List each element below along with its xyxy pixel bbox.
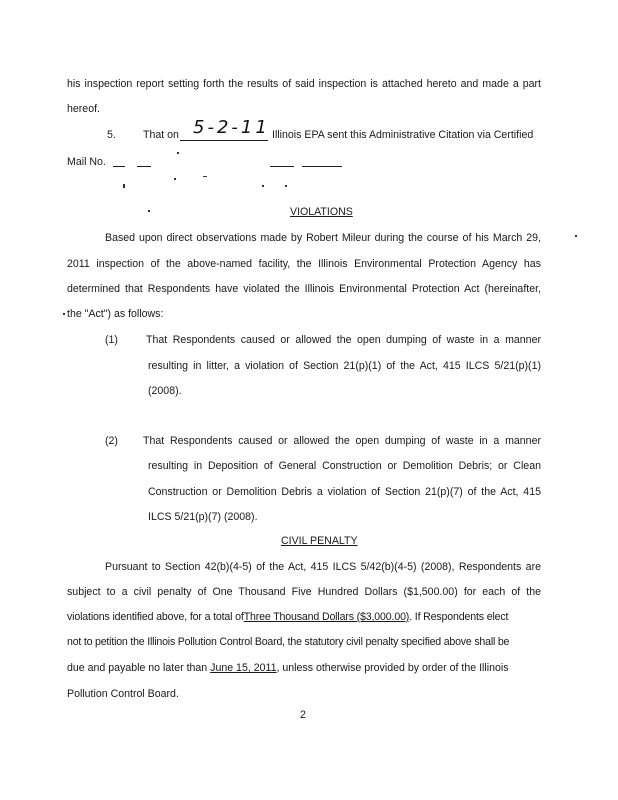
- violation-1-line-2: resulting in litter, a violation of Section 21(p)(1) of the Act, 415 ILCS 5/21(p)(1): [148, 360, 541, 372]
- violations-para-line-1: Based upon direct observations made by Robert Mileur during the course of his March 29,: [105, 232, 541, 244]
- continuation-line-1: his inspection report setting forth the results of said inspection is attached hereto and made a part: [67, 78, 541, 90]
- civil-penalty-line-2: subject to a civil penalty of One Thousand Five Hundred Dollars ($1,500.00) for each of the: [67, 586, 541, 598]
- due-date: June 15, 2011: [210, 662, 277, 674]
- scan-speck: [123, 184, 125, 188]
- violation-2-line-4: ILCS 5/21(p)(7) (2008).: [148, 511, 258, 523]
- civil-penalty-line-1: Pursuant to Section 42(b)(4-5) of the Act, 415 ILCS 5/42(b)(4-5) (2008), Respondents are: [105, 561, 541, 573]
- mail-blank-2: [137, 166, 151, 167]
- violation-2-number: (2): [105, 435, 118, 447]
- violation-1-line-1: That Respondents caused or allowed the open dumping of waste in a manner: [146, 334, 541, 346]
- civil-penalty-line-5-pre: due and payable no later than: [67, 662, 208, 674]
- scan-speck: [177, 152, 179, 154]
- continuation-line-2: hereof.: [67, 103, 100, 115]
- violation-2-line-1: That Respondents caused or allowed the open dumping of waste in a manner: [143, 435, 541, 447]
- violation-1-number: (1): [105, 334, 118, 346]
- handwritten-date: 5-2-11: [193, 117, 270, 138]
- scan-speck: [63, 313, 65, 315]
- violation-1-line-3: (2008).: [148, 385, 182, 397]
- violations-para-line-2: 2011 inspection of the above-named facility, the Illinois Environmental Protection Agency has: [67, 258, 541, 270]
- mail-no-label: Mail No.: [67, 156, 106, 168]
- violations-para-line-4: the "Act") as follows:: [67, 308, 164, 320]
- civil-penalty-line-5: [67, 661, 509, 675]
- violations-heading: VIOLATIONS: [290, 206, 353, 218]
- violations-para-line-3: determined that Respondents have violated the Illinois Environmental Protection Act (hereinafter,: [67, 283, 541, 295]
- civil-penalty-line-5-post: , unless otherwise provided by order of the Illinois: [276, 662, 509, 674]
- date-blank-line: [180, 140, 268, 141]
- scan-speck: [174, 178, 176, 180]
- mail-blank-3: [270, 166, 294, 167]
- mail-blank-1: [113, 166, 125, 167]
- civil-penalty-line-3-pre: violations identified above, for a total of: [67, 611, 244, 623]
- violation-2-line-2: resulting in Deposition of General Construction or Demolition Debris; or Clean: [148, 460, 541, 472]
- scan-speck: [148, 210, 150, 212]
- civil-penalty-line-4: not to petition the Illinois Pollution Control Board, the statutory civil penalty specified above shall be: [67, 636, 510, 648]
- civil-penalty-line-3-post: . If Respondents elect: [409, 611, 509, 623]
- item-5-number: 5.: [107, 129, 116, 141]
- civil-penalty-line-3: [67, 610, 541, 624]
- civil-penalty-line-6: Pollution Control Board.: [67, 688, 179, 700]
- item-5-text: Illinois EPA sent this Administrative Citation via Certified: [272, 129, 534, 141]
- scan-speck: [203, 176, 207, 177]
- scan-speck: [285, 185, 287, 187]
- scan-speck: [575, 235, 577, 237]
- item-5-that-on: That on: [143, 129, 179, 141]
- civil-penalty-heading: CIVIL PENALTY: [281, 535, 358, 547]
- civil-penalty-total: Three Thousand Dollars ($3,000.00): [243, 611, 410, 623]
- scan-speck: [262, 185, 264, 187]
- page-number: 2: [300, 709, 306, 721]
- mail-blank-4: [302, 166, 342, 167]
- violation-2-line-3: Construction or Demolition Debris a violation of Section 21(p)(7) of the Act, 415: [148, 486, 541, 498]
